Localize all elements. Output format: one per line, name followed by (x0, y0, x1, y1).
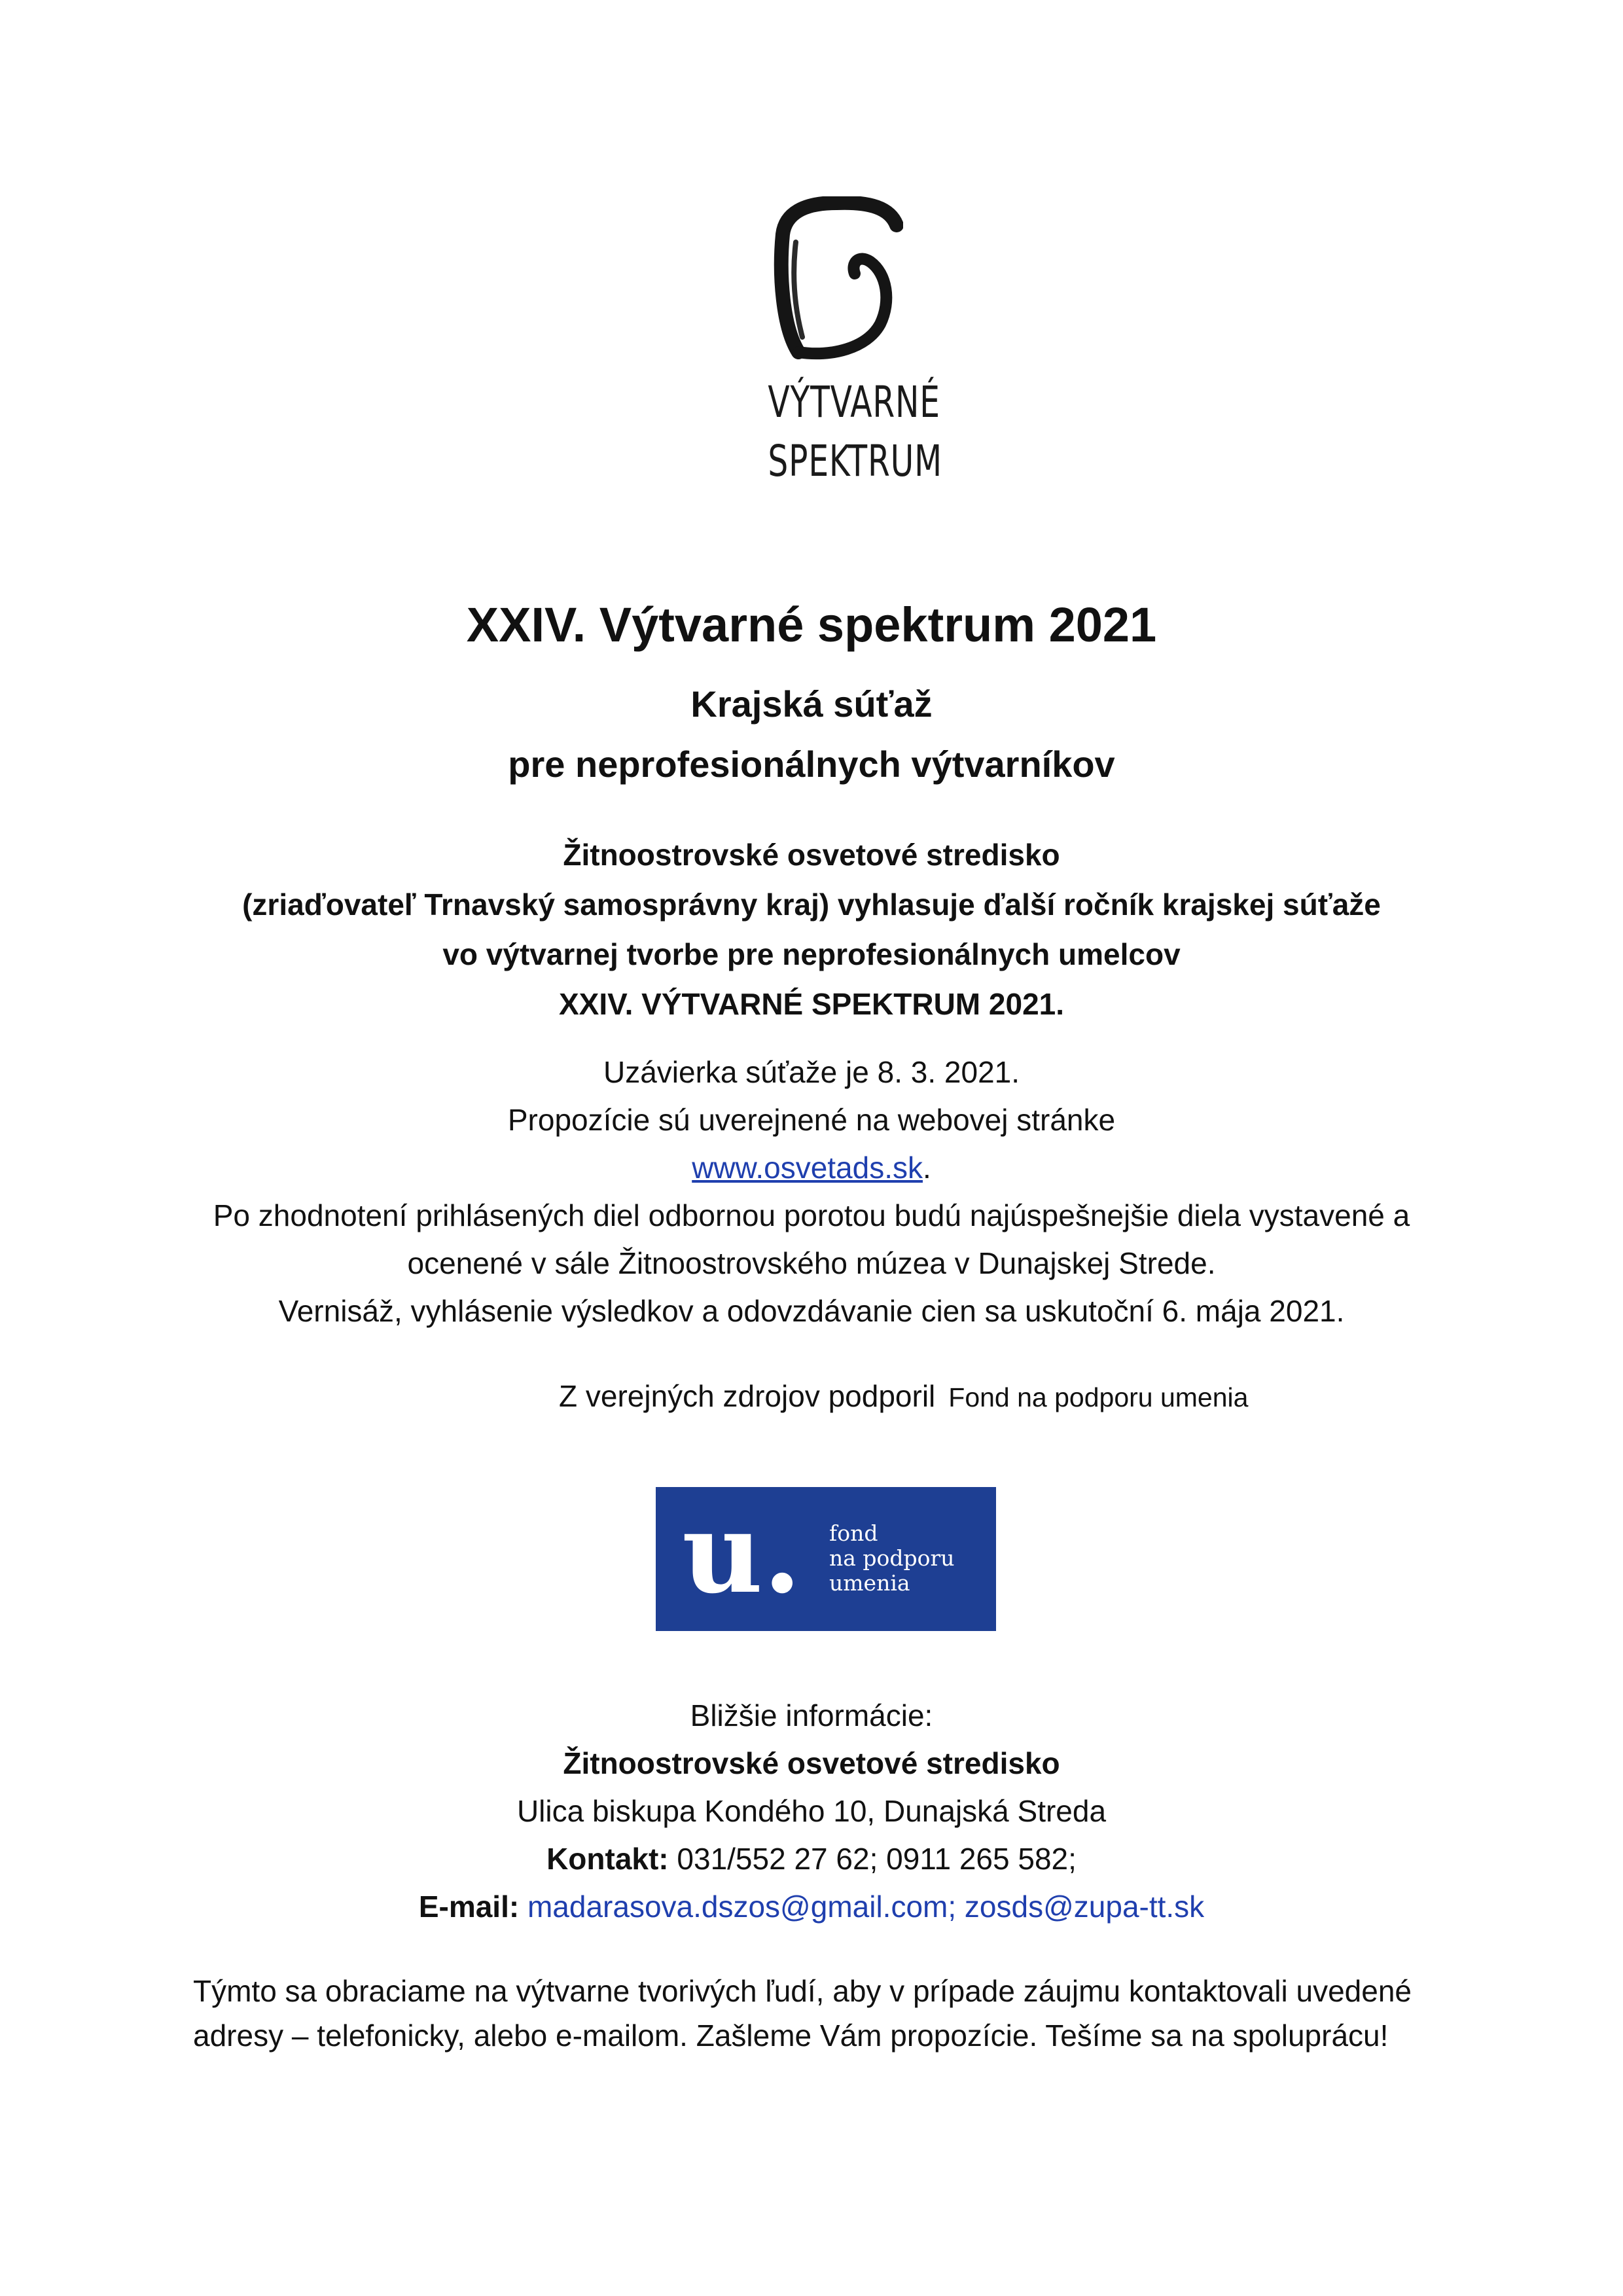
contact-heading: Bližšie informácie: (690, 1698, 933, 1732)
contact-email-line (0, 1883, 1623, 1931)
email-label: E-mail: (418, 1890, 520, 1924)
email-addresses[interactable]: madarasova.dszos@gmail.com; zosds@zupa-tt.sk (527, 1890, 1205, 1924)
support-fund-name: Fond na podporu umenia (948, 1382, 1249, 1412)
u-letter-icon (682, 1507, 813, 1611)
closing-paragraph: Týmto sa obraciame na výtvarne tvorivých ľudí, aby v prípade záujmu kontaktovali uvedené adresy – telefonicky, alebo e-mailom. Zašleme Vám propozície. Tešíme sa na spoluprácu! (193, 1974, 1412, 2053)
published-text: Propozície sú uverejnené na webovej stránke (507, 1103, 1116, 1137)
fund-logo-line-3: umenia (829, 1570, 910, 1596)
page-title: XXIV. Výtvarné spektrum 2021 (466, 598, 1157, 652)
website-period: . (923, 1151, 931, 1185)
intro-line-4: XXIV. VÝTVARNÉ SPEKTRUM 2021. (558, 987, 1065, 1021)
vytvarne-spektrum-logo (753, 196, 942, 524)
jury-line-2: ocenené v sále Žitnoostrovského múzea v Dunajskej Strede. (407, 1246, 1216, 1280)
contact-phone-line (0, 1835, 1623, 1883)
fund-logo-letter: u. (682, 1507, 802, 1611)
subtitle (0, 674, 1623, 795)
intro-line-3: vo výtvarnej tvorbe pre neprofesionálnych umelcov (442, 937, 1181, 971)
vernissage-text: Vernisáž, vyhlásenie výsledkov a odovzdávanie cien sa uskutoční 6. mája 2021. (278, 1294, 1345, 1328)
fund-logo-line-1: fond (829, 1520, 878, 1546)
website-link[interactable]: www.osvetads.sk (692, 1151, 923, 1185)
spiral-icon (772, 196, 903, 360)
deadline-text: Uzávierka súťaže je 8. 3. 2021. (603, 1055, 1020, 1089)
website-line (0, 1144, 1623, 1192)
fund-logo-text (829, 1521, 955, 1596)
intro-paragraph (0, 830, 1623, 1029)
support-line (559, 1376, 1248, 1417)
fund-logo-line-2: na podporu (829, 1545, 955, 1571)
phone-label: Kontakt: (546, 1842, 669, 1876)
logo-word-1: VÝTVARNÉ (768, 377, 940, 427)
info-paragraph (0, 1049, 1623, 1335)
jury-line-1: Po zhodnotení prihlásených diel odbornou porotou budú najúspešnejšie diela vystavené a (213, 1198, 1410, 1232)
intro-line-2: (zriaďovateľ Trnavský samosprávny kraj) vyhlasuje ďalší ročník krajskej súťaže (242, 888, 1381, 922)
logo-word-2: SPEKTRUM (768, 436, 942, 486)
fond-na-podporu-umenia-logo (656, 1487, 996, 1631)
contact-block (0, 1692, 1623, 1931)
contact-address: Ulica biskupa Kondého 10, Dunajská Streda (516, 1794, 1107, 1828)
subtitle-line-2: pre neprofesionálnych výtvarníkov (508, 744, 1115, 785)
support-text: Z verejných zdrojov podporil (559, 1379, 936, 1413)
subtitle-line-1: Krajská súťaž (690, 683, 933, 725)
contact-organization: Žitnoostrovské osvetové stredisko (563, 1746, 1060, 1780)
intro-line-1: Žitnoostrovské osvetové stredisko (563, 838, 1060, 872)
phone-numbers: 031/552 27 62; 0911 265 582; (677, 1842, 1077, 1876)
